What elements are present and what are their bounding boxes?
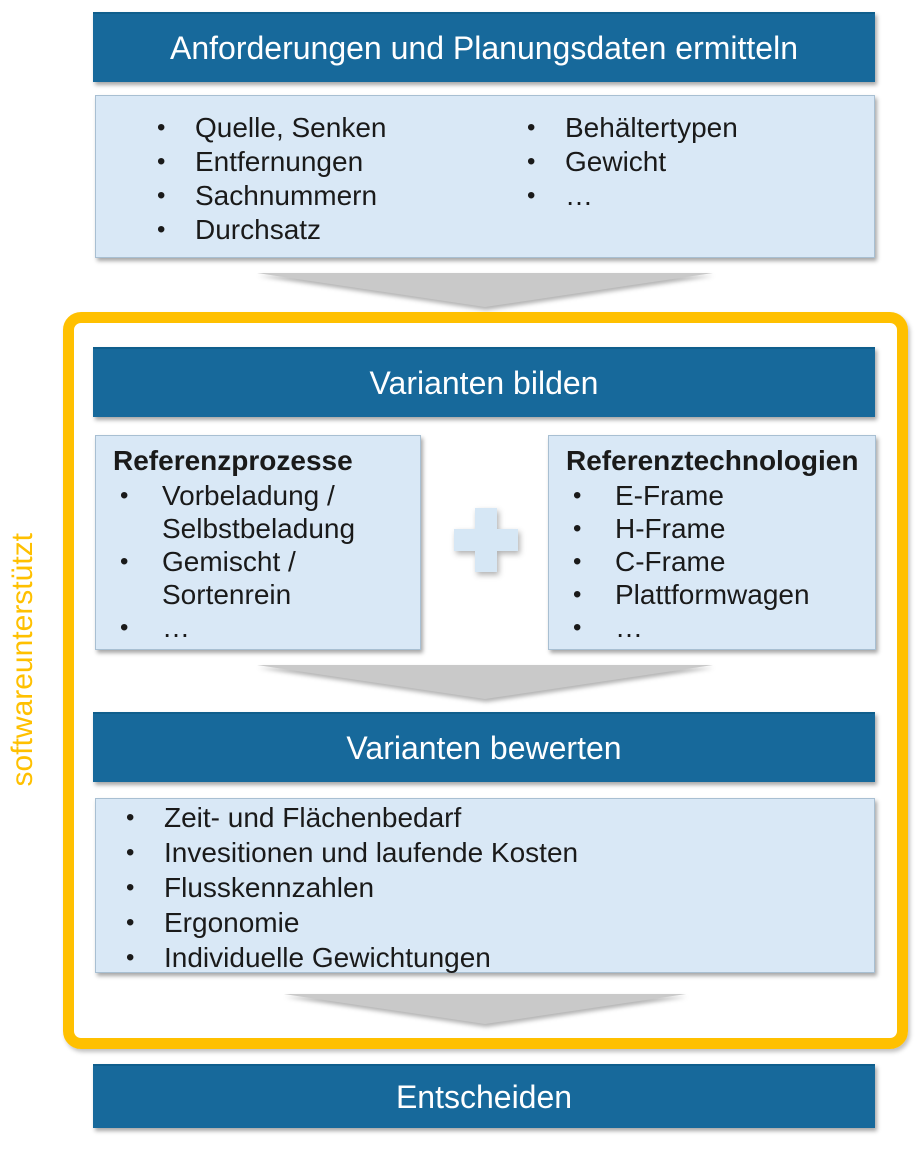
side-label [0, 480, 46, 840]
step3-panel [95, 798, 875, 973]
step3-title: Varianten bewerten [346, 729, 622, 766]
step3-header [93, 712, 875, 782]
step1-title: Anforderungen und Planungsdaten ermitteln [170, 29, 798, 66]
bullet-item: • Individuelle Gewichtungen [126, 940, 874, 975]
step3-bullets [126, 800, 874, 975]
reference-technologies-box [548, 435, 876, 650]
step2-header [93, 347, 875, 417]
down-arrow-icon [257, 273, 713, 307]
bullet-item: • … [573, 611, 869, 644]
plus-icon [454, 508, 518, 572]
bullet-item: • Plattformwagen [573, 578, 869, 611]
bullet-item: • … [527, 179, 738, 213]
bullet-item: • Gewicht [527, 145, 738, 179]
bullet-item: • Vorbeladung / Selbstbeladung [120, 479, 414, 545]
bullet-item: • Behältertypen [527, 111, 738, 145]
bullet-item: • Gemischt / Sortenrein [120, 545, 414, 611]
down-arrow-icon [257, 994, 713, 1024]
reference-technologies-bullets [573, 479, 869, 644]
bullet-item: • Quelle, Senken [157, 111, 467, 145]
step4-title: Entscheiden [395, 1078, 573, 1115]
side-label-text: softwareunterstützt [6, 533, 39, 787]
step2-title: Varianten bilden [369, 364, 599, 401]
step1-bullets-right [527, 111, 738, 257]
reference-technologies-title: Referenztechnologien [566, 445, 859, 476]
software-supported-frame [63, 312, 908, 1049]
reference-processes-box [95, 435, 421, 650]
step1-panel [95, 95, 875, 258]
step4-header [93, 1064, 875, 1128]
bullet-item: • Ergonomie [126, 905, 874, 940]
step1-bullets-left [157, 111, 467, 257]
bullet-item: • Zeit- und Flächenbedarf [126, 800, 874, 835]
down-arrow-icon [257, 665, 713, 699]
bullet-item: • H-Frame [573, 512, 869, 545]
bullet-item: • Entfernungen [157, 145, 467, 179]
bullet-item: • Invesitionen und laufende Kosten [126, 835, 874, 870]
bullet-item: • E-Frame [573, 479, 869, 512]
step1-header [93, 12, 875, 82]
bullet-item: • Sachnummern [157, 179, 467, 213]
bullet-item: • C-Frame [573, 545, 869, 578]
reference-processes-title: Referenzprozesse [113, 445, 353, 476]
bullet-item: • Durchsatz [157, 213, 467, 247]
bullet-item: • Flusskennzahlen [126, 870, 874, 905]
reference-processes-bullets [120, 479, 414, 644]
bullet-item: • … [120, 611, 414, 644]
